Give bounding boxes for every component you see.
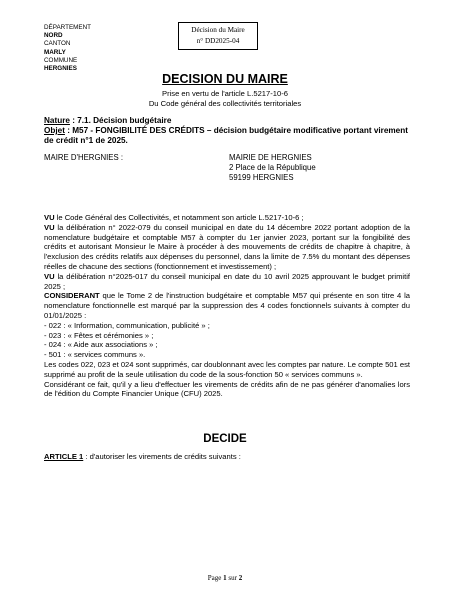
subtitle-line-2: Du Code général des collectivités territoriales (148, 98, 302, 108)
department-label: DÉPARTEMENT (44, 24, 91, 31)
canton-value: MARLY (44, 48, 66, 56)
address-line-3: 59199 HERGNIES (229, 173, 294, 182)
document-title: DECISION DU MAIRE (162, 72, 288, 86)
mairie-address (229, 153, 316, 183)
nature-objet-block (44, 116, 410, 146)
page-word: Page (207, 574, 222, 582)
vu-keyword: VU (44, 222, 55, 232)
page-footer (0, 574, 450, 582)
code-item: - 023 : « Fêtes et cérémonies » ; (44, 330, 154, 340)
vu-paragraph-1 (44, 213, 410, 223)
nature-label: Nature (44, 116, 70, 125)
nature-line (44, 116, 410, 126)
department-value: NORD (44, 32, 63, 40)
considerant-paragraph (44, 291, 410, 320)
commune-value: HERGNIES (44, 65, 77, 73)
page-total: 2 (238, 574, 243, 582)
address-line-2: 2 Place de la République (229, 163, 316, 172)
vu-text: la délibération n°2025-017 du conseil municipal en date du 10 avril 2025 approuvant le budget primitif 2025 ; (44, 271, 410, 291)
code-item: - 022 : « Information, communication, publicité » ; (44, 320, 210, 330)
article-1 (44, 452, 241, 461)
admin-header (44, 24, 91, 73)
objet-label: Objet (44, 126, 65, 135)
codes-note-paragraph: Les codes 022, 023 et 024 sont supprimés, car doublonnant avec les comptes par nature. Le compte 501 est supprimé au profit de la seule utilisation du code de la sous-fonction 50 « services communs ». (44, 359, 410, 379)
code-item: - 024 : « Aide aux associations » ; (44, 340, 158, 350)
maire-label: MAIRE D'HERGNIES : (44, 153, 124, 162)
vu-keyword: VU (44, 271, 55, 281)
commune-label: COMMUNE (44, 56, 78, 64)
considerant-keyword: CONSIDERANT (44, 291, 100, 301)
page-number: 1 (223, 574, 227, 582)
address-line-1: MAIRIE DE HERGNIES (229, 153, 312, 162)
decision-body (44, 213, 410, 399)
vu-paragraph-3 (44, 272, 410, 292)
article-text: : d'autoriser les virements de crédits suivants : (83, 452, 241, 461)
legal-basis (0, 89, 450, 108)
vu-text: la délibération n° 2022-079 du conseil municipal en date du 14 décembre 2022 portant adoption de la nomenclature budgétaire et comptable M57 à compter du 1er janvier 2023, portant sur la fongibilité des crédits et autorisant Monsieur le Maire à procéder à des mouvements de crédits de chapitre à chapitre, à l'exclusion des crédits relatifs aux dépenses du personnel, dans la limite de 7.5% du montant des dépenses réelles de chacune des sections (fonctionnement et investissement) ; (44, 222, 410, 271)
objet-line (44, 126, 410, 146)
canton-label: CANTON (44, 40, 71, 48)
decide-heading: DECIDE (203, 433, 247, 445)
final-considerant-paragraph: Considérant ce fait, qu'il y a lieu d'effectuer les virements de crédits afin de ne pas générer d'anomalies lors de l'édition du Compte Financier Unique (CFU) 2025. (44, 379, 410, 399)
vu-keyword: VU (44, 213, 55, 222)
subtitle-line-1: Prise en vertu de l'article L.5217-10-6 (162, 89, 288, 98)
vu-paragraph-2 (44, 223, 410, 272)
article-label: ARTICLE 1 (44, 452, 84, 461)
objet-value: : M57 - FONGIBILITÉ DES CRÉDITS – décision budgétaire modificative portant virement de crédit n°1 de 2025. (44, 126, 408, 145)
decision-reference-box (178, 22, 258, 50)
nature-value: : 7.1. Décision budgétaire (69, 116, 172, 125)
of-word: sur (228, 574, 237, 582)
code-item: - 501 : « services communs ». (44, 350, 146, 360)
reference-line-1: Décision du Maire (191, 26, 245, 34)
reference-number: n° DD2025-04 (196, 37, 240, 45)
vu-text: le Code Général des Collectivités, et notamment son article L.5217-10-6 ; (54, 213, 304, 222)
considerant-text: que le Tome 2 de l'instruction budgétaire et comptable M57 qui présente en son titre 4 la nomenclature fonctionnelle est marqué par la suppression des 4 codes fonctionnels suivants à compter du 01/01/2025 : (44, 291, 410, 320)
